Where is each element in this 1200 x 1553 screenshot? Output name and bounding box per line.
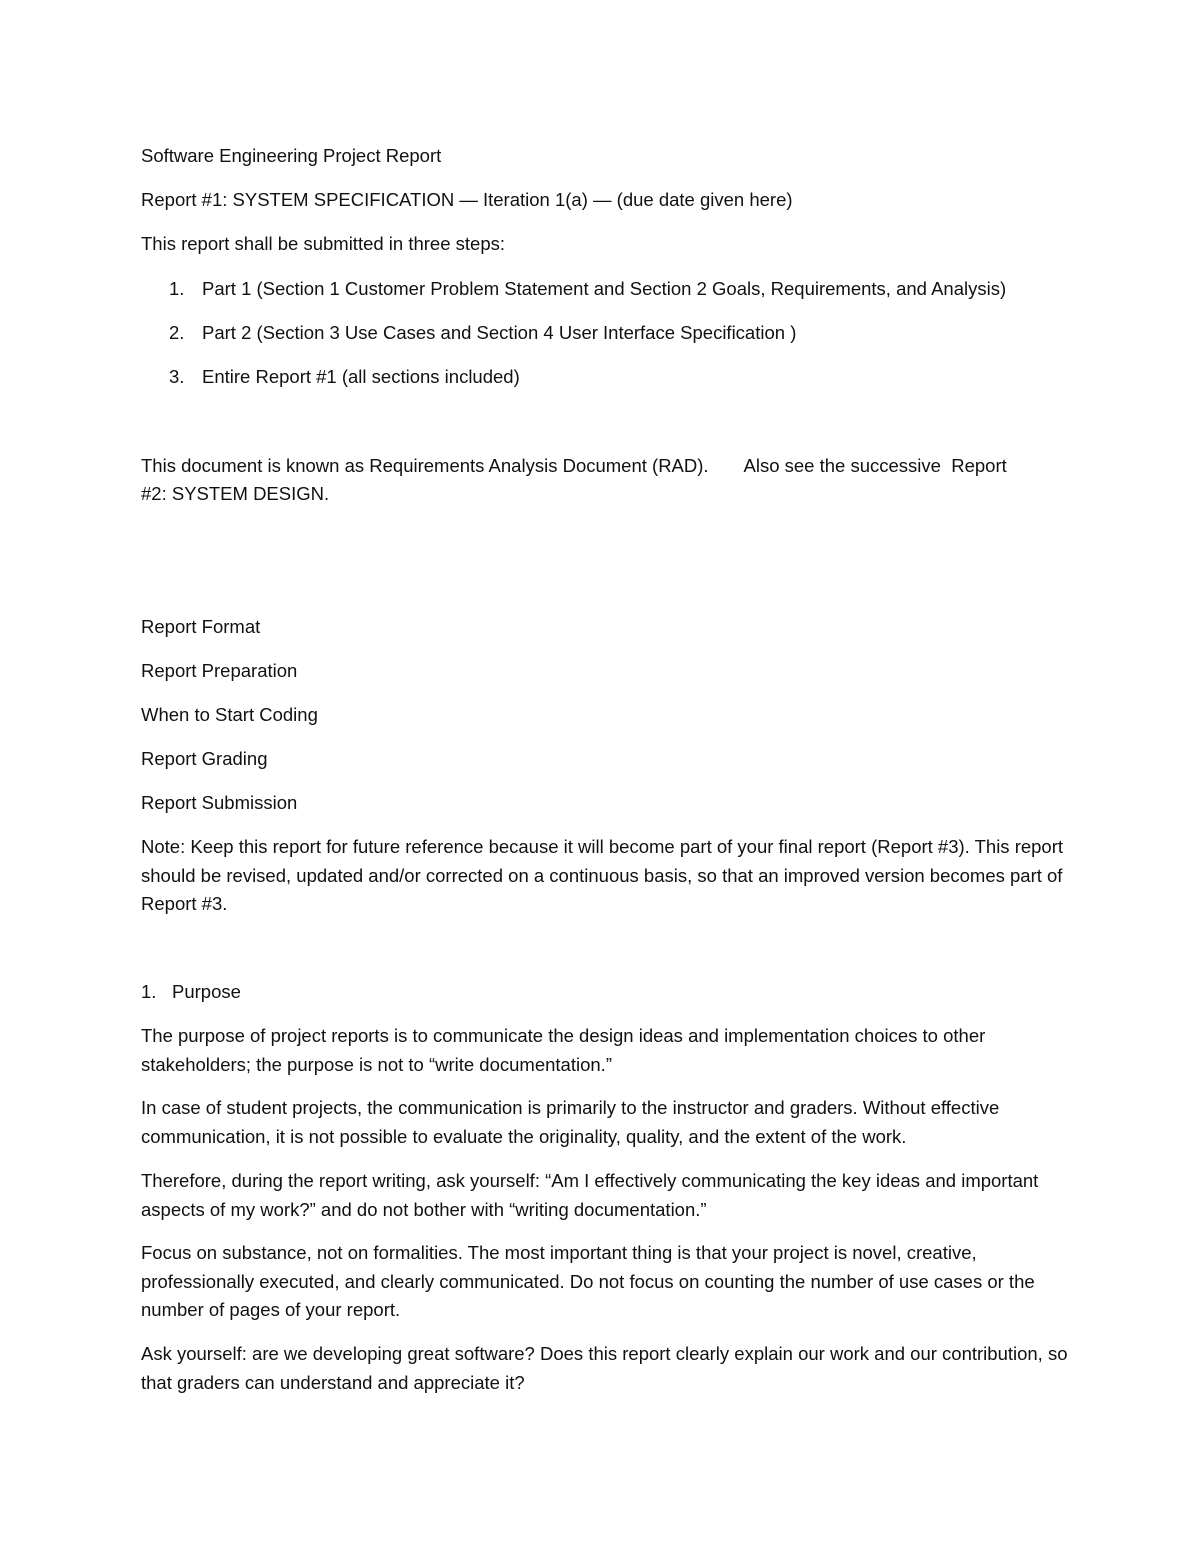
section-title: Purpose bbox=[172, 981, 241, 1002]
rad-line-2: #2: SYSTEM DESIGN. bbox=[141, 483, 330, 504]
list-text: Part 2 (Section 3 Use Cases and Section 4 User Interface Specification ) bbox=[202, 322, 797, 343]
link-report-preparation[interactable]: Report Preparation bbox=[141, 660, 298, 681]
body-paragraph: Focus on substance, not on formalities. The most important thing is that your project is novel, creative, professionally executed, and clearly communicated. Do not focus on counting the number of use cases or the number of pages of your report. bbox=[141, 1242, 1035, 1320]
list-item bbox=[141, 275, 1006, 303]
section-number: 1. bbox=[141, 981, 157, 1002]
link-report-submission[interactable]: Report Submission bbox=[141, 792, 298, 813]
body-paragraph: Therefore, during the report writing, ask yourself: “Am I effectively communicating the key ideas and important aspects of my work?” and do not bother with “writing documentation.” bbox=[141, 1170, 1039, 1220]
document-title: Software Engineering Project Report bbox=[141, 145, 442, 166]
link-report-format[interactable]: Report Format bbox=[141, 616, 261, 637]
list-text: Part 1 (Section 1 Customer Problem Statement and Section 2 Goals, Requirements, and Analysis) bbox=[202, 278, 1007, 299]
link-when-to-start-coding[interactable]: When to Start Coding bbox=[141, 704, 318, 725]
list-text: Entire Report #1 (all sections included) bbox=[202, 366, 520, 387]
list-item bbox=[141, 363, 520, 391]
note-paragraph: Note: Keep this report for future reference because it will become part of your final report (Report #3). This report should be revised, updated and/or corrected on a continuous basis, so that an improved version becomes part of Report #3. bbox=[141, 836, 1064, 914]
rad-line-1: This document is known as Requirements Analysis Document (RAD). Also see the successive Report bbox=[141, 455, 1007, 476]
steps-intro: This report shall be submitted in three steps: bbox=[141, 233, 506, 254]
list-number: 2. bbox=[169, 322, 185, 343]
body-paragraph: In case of student projects, the communication is primarily to the instructor and graders. Without effective communication, it is not possible to evaluate the originality, quality, and the extent of the work. bbox=[141, 1097, 1000, 1147]
link-report-grading[interactable]: Report Grading bbox=[141, 748, 268, 769]
body-paragraph: The purpose of project reports is to communicate the design ideas and implementation choices to other stakeholders; the purpose is not to “write documentation.” bbox=[141, 1025, 986, 1075]
list-number: 3. bbox=[169, 366, 185, 387]
list-item bbox=[141, 319, 796, 347]
section-heading bbox=[141, 978, 241, 1006]
body-paragraph: Ask yourself: are we developing great software? Does this report clearly explain our work and our contribution, so that graders can understand and appreciate it? bbox=[141, 1343, 1068, 1393]
list-number: 1. bbox=[169, 278, 185, 299]
report-heading: Report #1: SYSTEM SPECIFICATION — Iteration 1(a) — (due date given here) bbox=[141, 189, 793, 210]
